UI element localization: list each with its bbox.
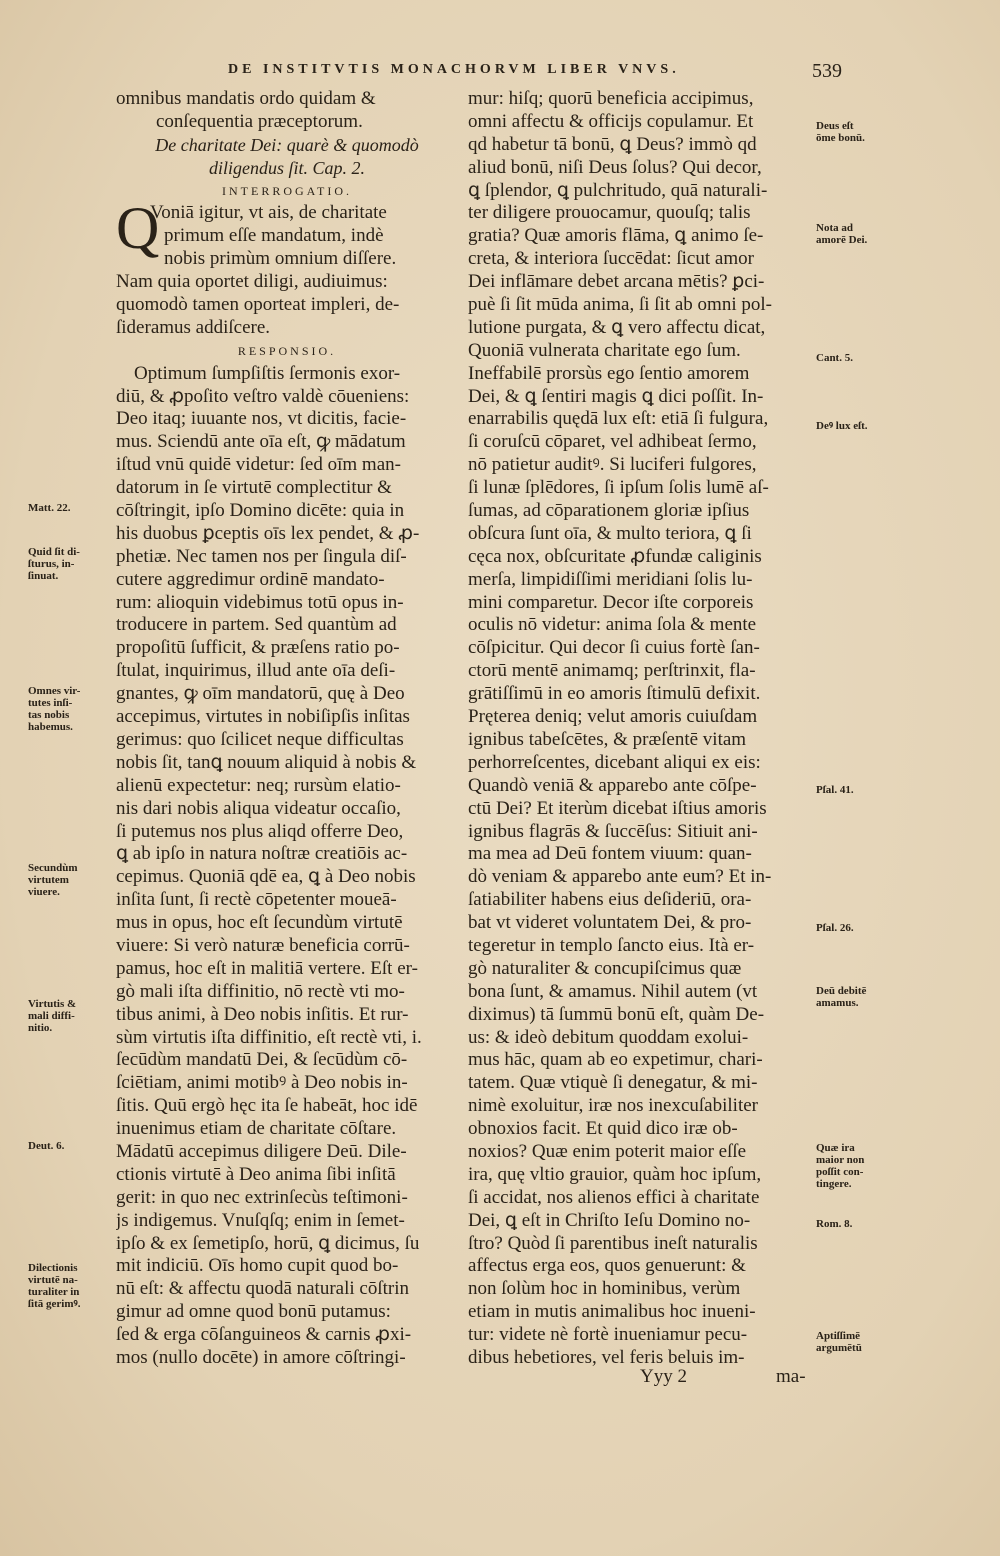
question-paragraph [116,195,458,271]
text-line: nobis primùm omnium diſſere. [164,248,397,270]
text-line: viuere: Si verò naturæ beneficia corrū- [116,934,410,956]
text-line: mus in opus, hoc eſt ſecundùm virtutē [116,912,403,934]
margin-note-right: Pſal. 41. [816,784,854,796]
text-line: cęca nox, obſcuritate ꝓfundæ caliginis [468,545,762,567]
margin-note-left: Deut. 6. [28,1140,65,1152]
section-heading-interrogatio: INTERROGATIO. [222,183,352,198]
text-line: gnantes, ꝙ oīm mandatorū, quę à Deo [116,683,405,705]
margin-note-left: Dilectionis virtutē na- turaliter in ſitā gerimꝰ. [28,1262,81,1310]
text-line: ira, quę vltio grauior, quàm hoc ipſum, [468,1163,762,1185]
text-line: datorum in ſe virtutē complectitur & [116,477,392,499]
text-line: alienū expectetur: neq; rursùm elatio- [116,774,401,796]
text-line: ſciētiam, animi motibꝰ à Deo nobis in- [116,1072,408,1094]
text-line: conſequentia præceptorum. [156,110,363,132]
margin-note-right: Deus eſt ōme bonū. [816,120,865,144]
text-line: gò naturaliter & concupiſcimus quæ [468,957,742,979]
text-line: Mādatū accepimus diligere Deū. Dile- [116,1140,407,1162]
text-line: Deo itaq; iuuante nos, vt dicitis, facie- [116,408,407,430]
margin-note-left: Omnes vir- tutes inſi- tas nobis habemus. [28,685,81,733]
text-line: pamus, hoc eſt in malitiā vertere. Eſt er- [116,957,418,979]
margin-note-right: Quæ ira maior non poſſit con- tingere. [816,1142,865,1190]
text-line: Ineffabilē prorsùs ego ſentio amorem [468,362,750,384]
text-line: nū eſt: & affectu quodā naturali cōſtrin [116,1278,409,1300]
text-line: cepimus. Quoniā qdē ea, ꝗ à Deo nobis [116,866,416,888]
text-line: ſi lunæ ſplēdores, ſi ipſum ſolis lumē aſ- [468,477,769,499]
text-line: perhorreſcentes, dicebant aliqui ex eis: [468,751,761,773]
margin-note-left: Matt. 22. [28,502,71,514]
text-line: bona ſunt, & amamus. Nihil autem (vt [468,980,758,1002]
text-line: tur: videte nè fortè inueniamur pecu- [468,1324,748,1346]
text-line: ipſo & ex ſemetipſo, horū, ꝗ dicimus, ſu [116,1232,420,1254]
margin-note-right: Deꝰ lux eſt. [816,420,868,432]
text-line: mur: hiſq; quorū beneficia accipimus, [468,88,754,109]
text-line: nimè exoluitur, iræ nos inexcuſabiliter [468,1095,758,1117]
left-column [116,88,458,1370]
text-line: Pręterea deniq; velut amoris cuiuſdam [468,706,758,728]
text-line: Optimum ſumpſiſtis ſermonis exor- [134,362,401,384]
text-line: gerit: in quo nec extrinſecùs teſtimoni- [116,1186,408,1208]
right-column [468,88,813,1370]
text-line: sùm virtutis iſta diffinitio, eſt rectè vti, i. [116,1026,422,1048]
text-line: ctū Dei? Et iterùm dicebat iſtius amoris [468,797,767,819]
text-line: ſed & erga cōſanguineos & carnis ꝓxi- [116,1324,412,1346]
text-line: ctorū mentē animamq; perſtrinxit, fla- [468,660,756,682]
text-line: ignibus flagrās & ſuccēſus: Sitiuit ani- [468,820,758,842]
text-line: obſcura ſunt oīa, & multo teriora, ꝗ ſi [468,522,752,544]
text-line: mus hāc, quam ab eo expetimur, chari- [468,1049,763,1071]
catchword: ma- [776,1366,806,1387]
text-line: mus. Sciendū ante oīa eſt, ꝙ mādatum [116,431,406,453]
signature-mark: Yyy 2 [640,1366,687,1387]
margin-note-left: Secundùm virtutem viuere. [28,862,78,898]
text-line: cōſtringit, ipſo Domino dicēte: quia in [116,500,405,522]
text-line: ſi coruſcū cōparet, vel adhibeat ſermo, [468,431,757,453]
text-line: ignibus tabeſcētes, & præſentē vitam [468,728,747,750]
text-line: cutere aggredimur ordinē mandato- [116,568,385,590]
text-line: puè ſi ſit mūda anima, ſi ſit ab omni pol- [468,294,772,316]
text-line: dibus hebetiores, vel feris beluis im- [468,1346,745,1368]
text-line: nō patietur auditꝰ. Si luciferi fulgores, [468,454,757,476]
text-line: quomodò tamen oporteat impleri, de- [116,294,400,316]
text-line: noxios? Quæ enim poterit maior eſſe [468,1140,747,1162]
text-line: Quandò veniā & apparebo ante cōſpe- [468,774,757,796]
text-line: phetiæ. Nec tamen nos per ſingula diſ- [116,545,407,567]
text-line: tibus animi, à Deo nobis inſitis. Et rur- [116,1003,409,1025]
margin-note-right: Aptiſſimē argumētū [816,1330,862,1354]
text-line: enarrabilis quędā lux eſt: etiā ſi fulgura, [468,408,769,430]
text-line: ter diligere prouocamur, quouſq; talis [468,202,751,224]
text-line: Voniā igitur, vt ais, de charitate [150,202,387,224]
text-line: ſi putemus nos plus aliqd offerre Deo, [116,820,404,842]
chapter-title: De charitate Dei: quarè & quomodò [155,134,419,155]
text-line: creta, & interiora ſuccēdat: ſicut amor [468,248,754,270]
text-line: merſa, limpidiſſimi meridiani ſolis lu- [468,568,753,590]
text-line: omnibus mandatis ordo quidam & [116,88,376,109]
text-line: dò veniam & apparebo ante eum? Et in- [468,866,772,888]
text-line: aliud bonū, niſi Deus ſolus? Qui decor, [468,156,762,178]
text-line: mit indiciū. Oīs homo cupit quod bo- [116,1255,399,1277]
text-line: primum eſſe mandatum, indè [164,225,384,247]
text-line: tegeretur in templo ſancto eius. Ità er- [468,934,755,956]
text-line: etiam in mutis animalibus hoc inueni- [468,1301,756,1323]
text-line: non ſolùm hoc in hominibus, verùm [468,1278,741,1300]
text-line: gimur ad omne quod bonū putamus: [116,1301,391,1323]
text-line: ſitis. Quū ergò hęc ita ſe habeāt, hoc idē [116,1095,418,1117]
text-line: bat vt videret voluntatem Dei, & pro- [468,912,752,934]
text-line: ma mea ad Deū fontem viuum: quan- [468,843,752,865]
text-line: ꝗ ab ipſo in natura noſtræ creatiōis ac- [116,843,408,865]
text-line: diximus) tā ſummū bonū eſt, quàm De- [468,1003,765,1025]
text-line: ſideramus addiſcere. [116,316,271,338]
margin-note-left: Virtutis & mali diffi- nitio. [28,998,77,1034]
text-line: propoſitū ſufficit, & præſens ratio po- [116,637,400,659]
text-line: Quoniā vulnerata charitate ego ſum. [468,339,741,361]
text-line: rum: alioquin videbimus totū opus in- [116,591,404,613]
text-line: nobis ſit, tanꝗ nouum aliquid à nobis & [116,751,417,773]
text-line: ctionis virtutē à Deo anima ſibi inſitā [116,1163,396,1185]
text-line: nis dari nobis aliqua videatur occaſio, [116,797,401,819]
response-text [116,363,458,1370]
text-line: Dei inflāmare debet arcana mētis? ꝑci- [468,271,765,293]
text-line: ſi accidat, nos alienos effici à charitate [468,1186,760,1208]
section-heading-responsio: RESPONSIO. [237,343,337,358]
text-line: ſatiabiliter habens eius deſideriū, ora- [468,889,752,911]
running-head: DE INSTITVTIS MONACHORVM LIBER VNVS. [228,62,680,77]
text-line: mini comparetur. Decor iſte corporeis [468,591,754,613]
text-line: omni affectu & officijs copulamur. Et [468,110,754,132]
text-line: inſita ſunt, ſi rectè cōpetenter moueā- [116,889,397,911]
text-line: ſumas, ad cōparationem gloriæ ipſius [468,500,750,522]
text-line: ſecūdùm mandatū Dei, & ſecūdùm cō- [116,1049,408,1071]
text-line: js indigemus. Vnuſqſq; enim in ſemet- [116,1209,405,1231]
text-line: lutione purgata, & ꝗ vero affectu dicat, [468,316,766,338]
margin-note-right: Pſal. 26. [816,922,854,934]
text-line: Dei, ꝗ eſt in Chriſto Ieſu Domino no- [468,1209,751,1231]
text-line: his duobus ꝑceptis oīs lex pendet, & ꝓ- [116,522,420,544]
text-line: ꝗ ſplendor, ꝗ pulchritudo, quā naturali- [468,179,768,201]
text-line: obnoxios facit. Et quid dico iræ ob- [468,1118,738,1140]
text-line: qd habetur tā bonū, ꝗ Deus? immò qd [468,133,757,155]
margin-note-right: Rom. 8. [816,1218,853,1230]
chapter-title: diligendus ſit. Cap. 2. [208,157,365,178]
margin-note-right: Cant. 5. [816,352,853,364]
text-line: ſtulat, inquirimus, illud ante oīa deſi- [116,660,396,682]
page-number: 539 [812,60,842,82]
text-line: cōſpicitur. Qui decor ſi cuius fortè ſan- [468,637,760,659]
margin-note-left: Quid ſit di- ſturus, in- ſinuat. [28,546,80,582]
text-line: iſtud vnū quidē videtur: ſed oīm man- [116,454,401,476]
text-line: gratia? Quæ amoris flāma, ꝗ animo ſe- [468,225,764,247]
text-line: gò mali iſta diffinitio, nō rectè vti mo- [116,980,405,1002]
text-line: mos (nullo docēte) in amore cōſtringi- [116,1346,406,1368]
text-line: troducere in partem. Sed quantùm ad [116,614,397,636]
text-line: diū, & ꝓpoſito veſtro valdè cōueniens: [116,385,410,407]
text-line: grātiſſimū in eo amoris ſtimulū defixit. [468,683,761,705]
text-line: Nam quia oportet diligi, audiuimus: [116,271,388,293]
text-line: Dei, & ꝗ ſentiri magis ꝗ dici poſſit. In- [468,385,764,407]
margin-note-right: Deū debitē amamus. [816,985,867,1009]
drop-cap: Q [116,195,160,262]
text-line: oculis nō videtur: anima ſola & mente [468,614,757,636]
text-line: accepimus, virtutes in nobiſipſis inſitas [116,706,410,728]
margin-note-right: Nota ad amorē Dei. [816,222,868,246]
text-line: us: & ideò debitum quoddam exolui- [468,1026,749,1048]
text-line: affectus erga eos, quos genuerunt: & [468,1255,746,1277]
text-line: inuenimus etiam de charitate cōſtare. [116,1118,397,1140]
text-line: ſtro? Quòd ſi parentibus ineſt naturalis [468,1232,758,1254]
text-line: gerimus: quo ſcilicet neque difficultas [116,728,404,750]
text-line: tatem. Quæ vtiquè ſi denegatur, & mi- [468,1072,758,1094]
